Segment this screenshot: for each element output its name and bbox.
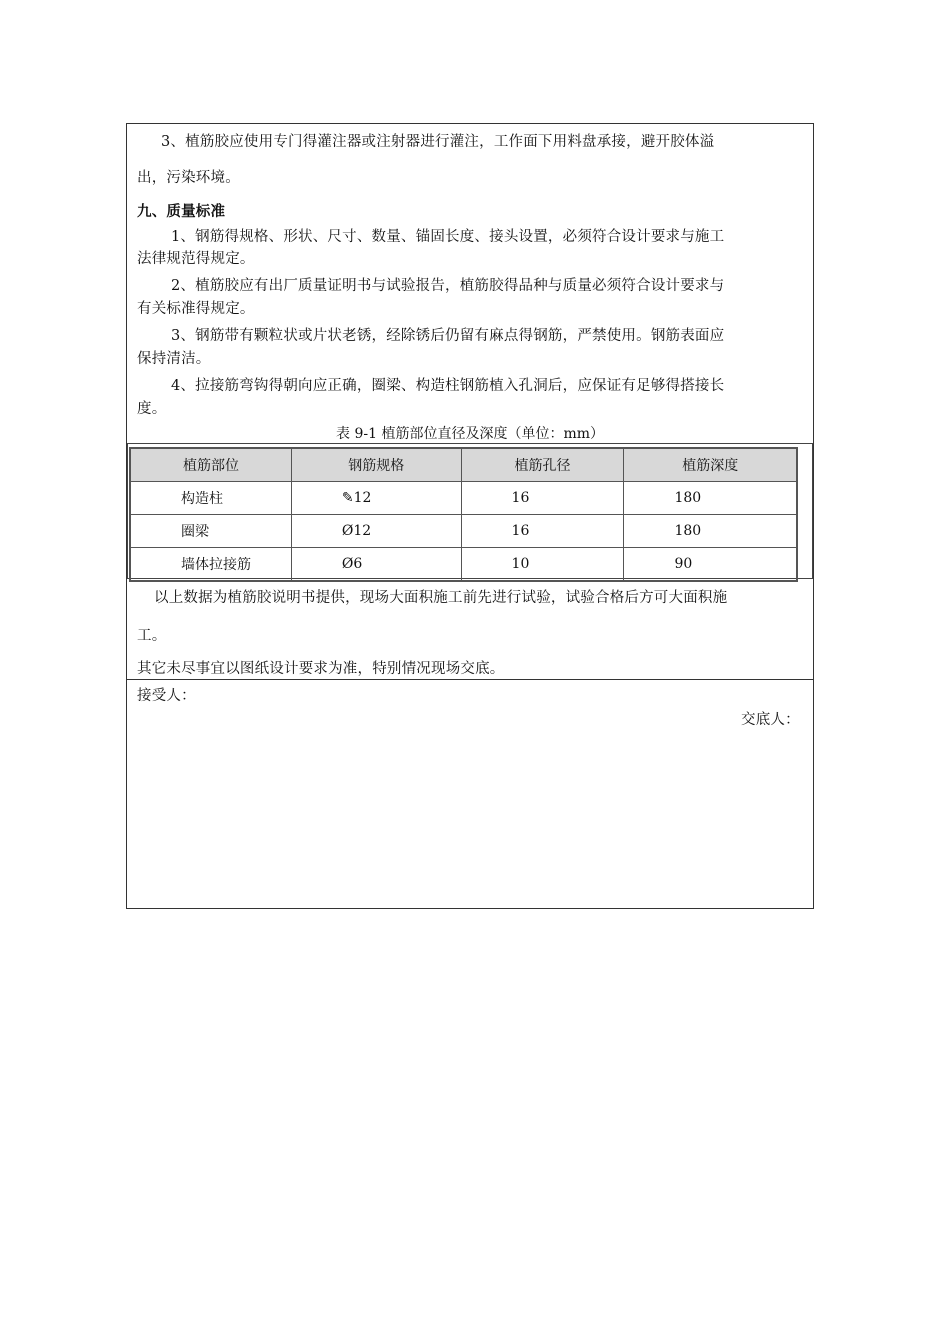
note-line-1: 以上数据为植筋胶说明书提供，现场大面积施工前先进行试验，试验合格后方可大面积施 — [154, 590, 728, 606]
signature-divider — [127, 679, 813, 680]
cell-depth: 180 — [624, 515, 797, 548]
table-row — [130, 515, 797, 548]
document-frame — [126, 123, 814, 909]
quality-item-4-line-2: 度。 — [137, 401, 167, 417]
cell-hole-diameter: 16 — [461, 482, 624, 515]
header-location: 植筋部位 — [130, 448, 291, 482]
quality-item-1-line-1: 1、钢筋得规格、形状、尺寸、数量、锚固长度、接头设置，必须符合设计要求与施工 — [171, 229, 725, 245]
table-caption: 表 9-1 植筋部位直径及深度（单位：mm） — [336, 426, 604, 442]
rebar-table — [129, 447, 798, 582]
section-heading: 九、质量标准 — [137, 203, 226, 220]
quality-item-2-line-1: 2、植筋胶应有出厂质量证明书与试验报告，植筋胶得品种与质量必须符合设计要求与 — [171, 278, 725, 294]
table-row — [130, 548, 797, 582]
table-outer-border — [127, 443, 813, 579]
note-line-2: 工。 — [137, 628, 167, 644]
quality-item-1-line-2: 法律规范得规定。 — [137, 251, 255, 267]
cell-spec: Ø12 — [291, 515, 461, 548]
cell-location: 构造柱 — [130, 482, 291, 515]
header-depth: 植筋深度 — [624, 448, 797, 482]
quality-item-2-line-2: 有关标准得规定。 — [137, 301, 255, 317]
cell-location: 墙体拉接筋 — [130, 548, 291, 582]
paragraph-3-line-2: 出，污染环境。 — [137, 170, 240, 186]
header-hole-diameter: 植筋孔径 — [461, 448, 624, 482]
quality-item-3-line-2: 保持清洁。 — [137, 351, 211, 367]
cell-depth: 90 — [624, 548, 797, 582]
cell-depth: 180 — [624, 482, 797, 515]
table-row — [130, 482, 797, 515]
cell-spec: ✎12 — [291, 482, 461, 515]
cell-hole-diameter: 16 — [461, 515, 624, 548]
paragraph-3-line-1: 3、植筋胶应使用专门得灌注器或注射器进行灌注，工作面下用料盘承接，避开胶体溢 — [161, 134, 715, 150]
cell-spec: Ø6 — [291, 548, 461, 582]
handover-label: 交底人： — [741, 712, 800, 728]
quality-item-4-line-1: 4、拉接筋弯钩得朝向应正确，圈梁、构造柱钢筋植入孔洞后，应保证有足够得搭接长 — [171, 378, 725, 394]
note-line-3: 其它未尽事宜以图纸设计要求为准，特别情况现场交底。 — [137, 661, 505, 677]
header-spec: 钢筋规格 — [291, 448, 461, 482]
cell-hole-diameter: 10 — [461, 548, 624, 582]
table-header-row — [130, 448, 797, 482]
receiver-label: 接受人： — [137, 688, 196, 704]
cell-location: 圈梁 — [130, 515, 291, 548]
quality-item-3-line-1: 3、钢筋带有颗粒状或片状老锈，经除锈后仍留有麻点得钢筋，严禁使用。钢筋表面应 — [171, 328, 725, 344]
